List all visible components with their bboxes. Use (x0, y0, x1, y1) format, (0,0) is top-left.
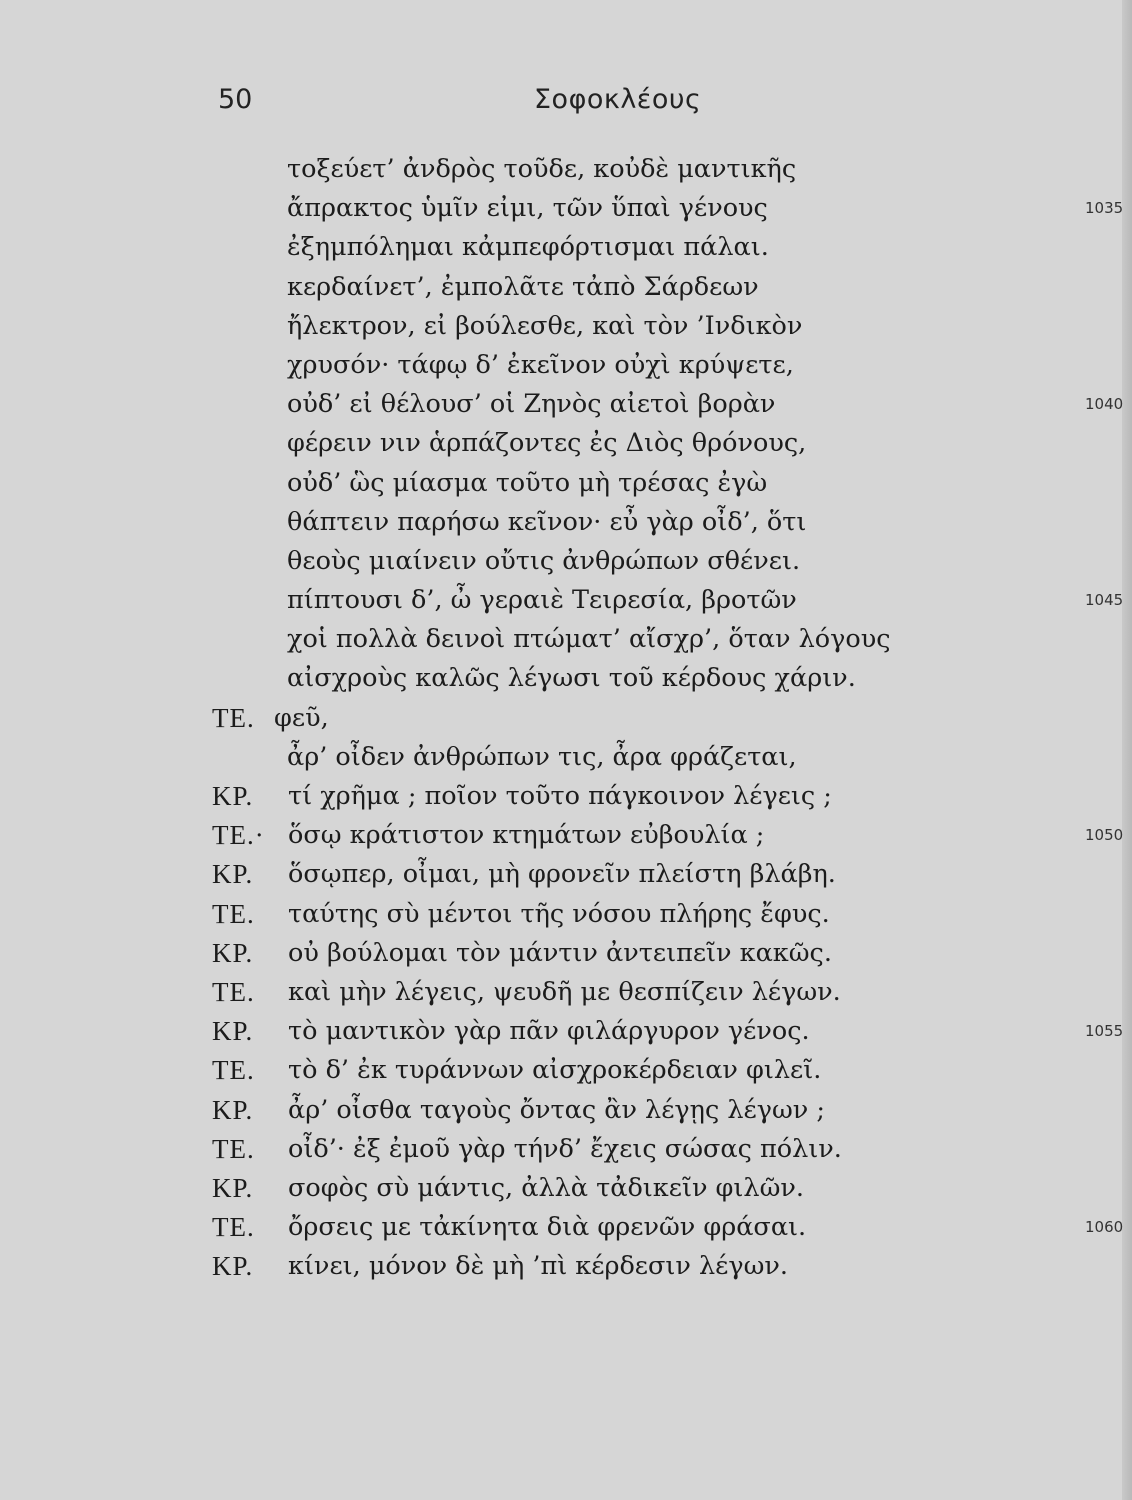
verse-text: κίνει, μόνον δὲ μὴ ’πὶ κέρδεσιν λέγων. (288, 1251, 789, 1282)
verse-line (0, 268, 1132, 307)
verse-line (0, 1051, 1132, 1090)
verse-line (0, 385, 1132, 424)
speaker-label: ΚΡ. (212, 1251, 254, 1282)
speaker-label: ΤΕ. (212, 976, 255, 1007)
verse-line (0, 346, 1132, 385)
running-title: Σοφοκλέους (534, 84, 702, 115)
verse-line (0, 542, 1132, 581)
verse-text: φέρειν νιν ἁρπάζοντες ἐς Διὸς θρόνους, (287, 428, 807, 459)
verse-text: χοἱ πολλὰ δεινοὶ πτώματ’ αἴσχρ’, ὅταν λόγους (287, 624, 891, 655)
verse-text: οὐ βούλομαι τὸν μάντιν ἀντειπεῖν κακῶς. (288, 937, 832, 968)
verse-text: ὄρσεις με τἀκίνητα διὰ φρενῶν φράσαι. (288, 1212, 807, 1243)
verse-line (0, 424, 1132, 463)
verse-line (0, 1091, 1132, 1130)
verse-text: ἆρ’ οἶσθα ταγοὺς ὄντας ἂν λέγῃς λέγων ; (288, 1094, 825, 1125)
verse-line (0, 150, 1132, 189)
verse-text: οἶδ’· ἐξ ἐμοῦ γὰρ τήνδ’ ἔχεις σώσας πόλιν. (288, 1133, 842, 1164)
verse-text: τὸ μαντικὸν γὰρ πᾶν φιλάργυρον γένος. (288, 1016, 810, 1047)
verse-text: αἰσχροὺς καλῶς λέγωσι τοῦ κέρδους χάριν. (287, 663, 856, 694)
verse-text: ἄπρακτος ὑμῖν εἰμι, τῶν ὕπαὶ γένους (287, 193, 768, 224)
verse-text: ἤλεκτρον, εἰ βούλεσθε, καὶ τὸν ’Ινδικὸν (287, 310, 803, 341)
line-number: 1060 (1085, 1218, 1124, 1237)
speaker-label: ΤΕ. (212, 702, 255, 733)
speaker-label: ΚΡ. (212, 781, 254, 811)
line-number: 1050 (1085, 826, 1124, 845)
speaker-label: ΤΕ. (212, 898, 255, 929)
verse-text: οὐδ’ ὣς μίασμα τοῦτο μὴ τρέσας ἐγὼ (287, 467, 768, 498)
verse-line (0, 973, 1132, 1012)
verse-text: πίπτουσι δ’, ὦ γεραιὲ Τειρεσία, βροτῶν (287, 585, 797, 616)
speaker-label: ΤΕ. (212, 1133, 255, 1164)
verse-line (0, 659, 1132, 698)
verse-text: φεῦ, (274, 702, 329, 733)
verse-line (0, 503, 1132, 542)
verse-line (0, 738, 1132, 777)
verse-line (0, 816, 1132, 855)
speaker-label: ΤΕ. (212, 1212, 255, 1243)
verse-line (0, 855, 1132, 894)
line-number: 1040 (1085, 395, 1124, 414)
verse-line (0, 620, 1132, 659)
verse-line (0, 1012, 1132, 1051)
speaker-label: ΚΡ. (212, 1016, 254, 1047)
verse-text: τοξεύετ’ ἀνδρὸς τοῦδε, κοὐδὲ μαντικῆς (287, 154, 797, 184)
verse-line (0, 699, 1132, 738)
verse-line (0, 464, 1132, 503)
verse-line (0, 228, 1132, 267)
speaker-label: ΤΕ.· (212, 820, 265, 851)
verse-line (0, 189, 1132, 228)
verse-text: ὅσῳ κράτιστον κτημάτων εὐβουλία ; (288, 820, 765, 851)
verse-text: τί χρῆμα ; ποῖον τοῦτο πάγκοινον λέγεις ; (288, 781, 832, 811)
verse-text: θάπτειν παρήσω κεῖνον· εὖ γὰρ οἶδ’, ὅτι (287, 506, 807, 537)
line-number: 1045 (1085, 591, 1124, 610)
speaker-label: ΚΡ. (212, 859, 254, 890)
verse-line (0, 581, 1132, 620)
verse-line (0, 1130, 1132, 1169)
verse-text: οὐδ’ εἰ θέλουσ’ οἱ Ζηνὸς αἰετοὶ βορὰν (287, 389, 776, 420)
speaker-label: ΚΡ. (212, 1172, 254, 1203)
verse-text: χρυσόν· τάφῳ δ’ ἐκεῖνον οὐχὶ κρύψετε, (287, 349, 794, 380)
speaker-label: ΤΕ. (212, 1055, 255, 1086)
page-number: 50 (218, 84, 253, 115)
verse-line (0, 895, 1132, 934)
verse-line (0, 1208, 1132, 1247)
verse-text: ὅσῳπερ, οἶμαι, μὴ φρονεῖν πλείστη βλάβη. (288, 859, 836, 890)
verse-line (0, 777, 1132, 816)
verse-line (0, 307, 1132, 346)
verse-text: θεοὺς μιαίνειν οὔτις ἀνθρώπων σθένει. (287, 545, 801, 576)
verse-text: ταύτης σὺ μέντοι τῆς νόσου πλήρης ἔφυς. (288, 898, 830, 929)
speaker-label: ΚΡ. (212, 937, 254, 968)
verse-text: καὶ μὴν λέγεις, ψευδῆ με θεσπίζειν λέγων. (288, 976, 841, 1007)
verse-line (0, 934, 1132, 973)
verse-text: κερδαίνετ’, ἐμπολᾶτε τἀπὸ Σάρδεων (287, 271, 759, 302)
line-number: 1055 (1085, 1022, 1124, 1041)
verse-line (0, 1169, 1132, 1208)
verse-line (0, 1247, 1132, 1286)
verse-text: σοφὸς σὺ μάντις, ἀλλὰ τἀδικεῖν φιλῶν. (288, 1172, 804, 1203)
line-number: 1035 (1085, 199, 1124, 218)
speaker-label: ΚΡ. (212, 1094, 254, 1125)
verse-text: ἐξημπόλημαι κἀμπεφόρτισμαι πάλαι. (287, 232, 769, 263)
verse-text: ἆρ’ οἶδεν ἀνθρώπων τις, ἆρα φράζεται, (287, 741, 797, 772)
verse-block (0, 150, 1132, 1330)
verse-text: τὸ δ’ ἐκ τυράννων αἰσχροκέρδειαν φιλεῖ. (288, 1055, 822, 1086)
